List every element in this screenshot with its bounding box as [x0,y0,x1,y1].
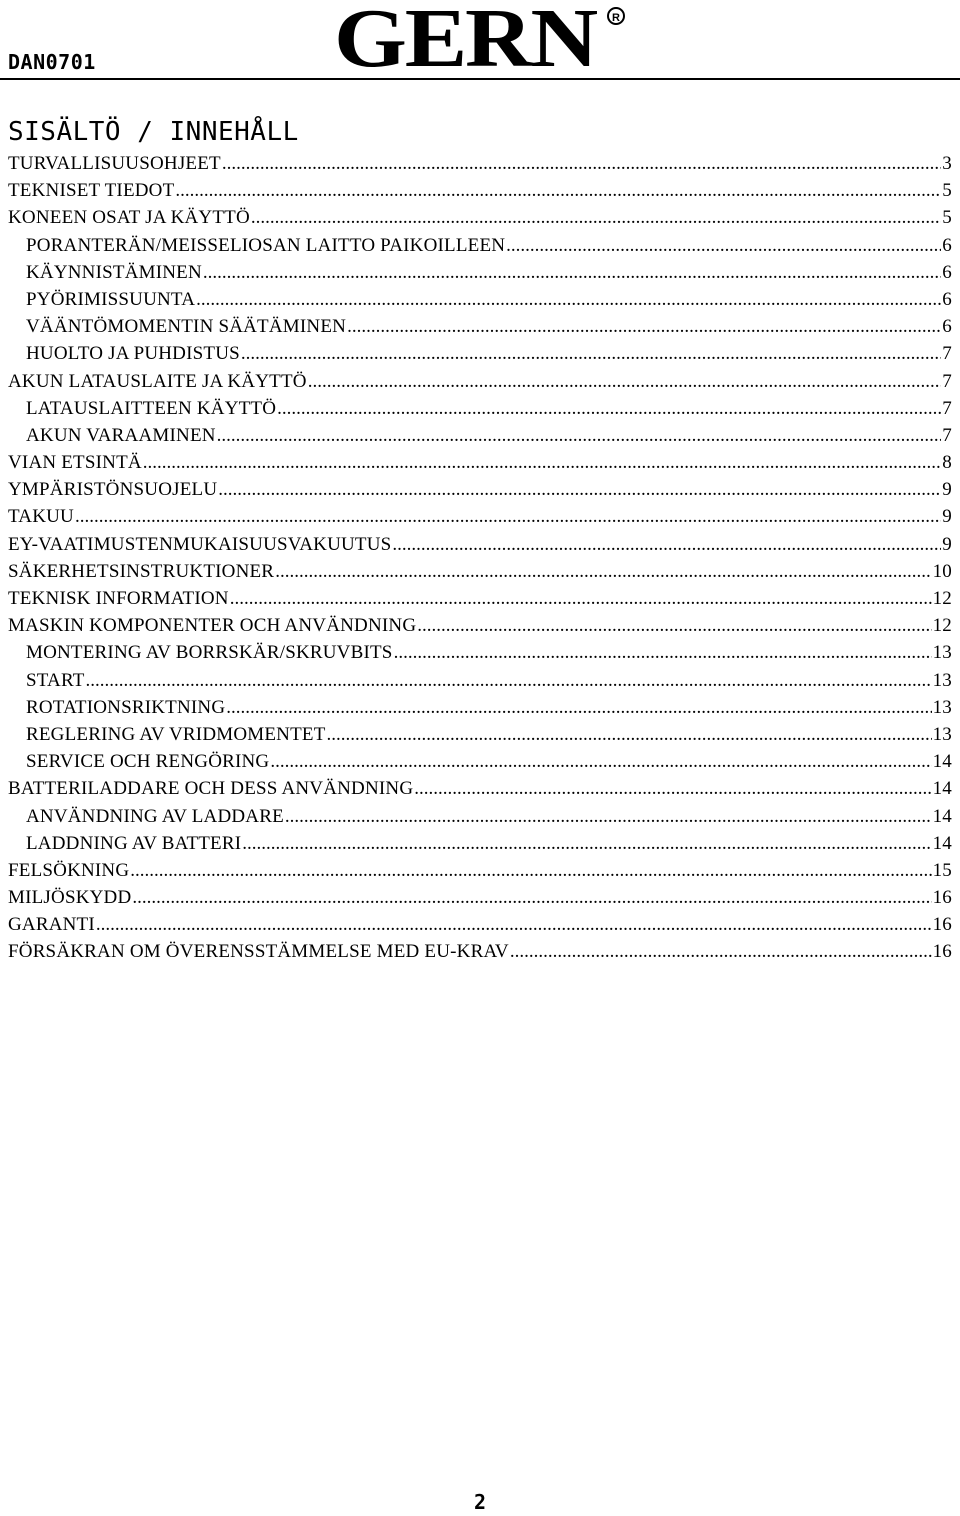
toc-dot-leader [347,316,941,338]
toc-dot-leader [143,452,942,474]
toc-entry-page: 12 [932,588,952,609]
toc-dot-leader [75,506,941,528]
toc-entry-page: 9 [942,479,952,501]
toc-dot-leader [226,697,931,719]
toc-entry-title: SÄKERHETSINSTRUKTIONER [8,560,275,582]
toc-entry[interactable] [8,479,952,506]
model-code: DAN0701 [8,50,96,74]
toc-entry-title: MONTERING AV BORRSKÄR/SKRUVBITS [26,642,393,664]
toc-entry-title: MILJÖSKYDD [8,887,132,909]
toc-entry-title: ROTATIONSRIKTNING [26,696,226,718]
brand-logo [330,0,630,74]
toc-dot-leader [506,235,941,257]
toc-entry-page: 12 [932,615,952,637]
toc-entry-page: 13 [932,669,952,691]
toc-entry-title: SERVICE OCH RENGÖRING [26,751,270,773]
header-rule [0,78,960,80]
toc-dot-leader [417,615,931,637]
toc-dot-leader [86,670,932,692]
toc-entry[interactable] [8,642,952,669]
toc-dot-leader [196,289,941,311]
toc-entry[interactable] [8,751,952,778]
toc-entry-title: HUOLTO JA PUHDISTUS [26,343,240,365]
toc-entry[interactable] [8,887,952,914]
toc-entry-page: 14 [932,751,952,773]
toc-entry-title: TAKUU [8,506,74,528]
toc-dot-leader [510,941,932,963]
toc-dot-leader [132,887,931,909]
toc-entry-title: TURVALLISUUSOHJEET [8,153,221,174]
toc-entry[interactable] [8,697,952,724]
toc-dot-leader [130,860,931,882]
toc-entry-page: 9 [942,506,952,528]
toc-entry[interactable] [8,153,952,180]
toc-entry-title: AKUN VARAAMINEN [26,424,216,446]
toc-entry-title: BATTERILADDARE OCH DESS ANVÄNDNING [8,778,414,800]
toc-dot-leader [394,642,932,664]
toc-dot-leader [308,371,942,393]
toc-entry[interactable] [8,506,952,533]
toc-entry-title: VIAN ETSINTÄ [8,452,142,474]
toc-entry-title: REGLERING AV VRIDMOMENTET [26,723,326,745]
toc-entry-title: KONEEN OSAT JA KÄYTTÖ [8,207,250,229]
svg-text:GERN: GERN [334,0,598,74]
toc-entry-page: 6 [942,288,952,310]
toc-entry[interactable] [8,806,952,833]
toc-dot-leader [392,534,941,556]
toc-entry-title: START [26,669,85,691]
toc-entry-title: PYÖRIMISSUUNTA [26,288,196,310]
toc-dot-leader [241,343,941,365]
toc-entry-title: ANVÄNDNING AV LADDARE [26,805,284,827]
toc-entry[interactable] [8,180,952,207]
toc-dot-leader [218,479,941,501]
svg-text:R: R [612,12,620,24]
toc-entry-title: YMPÄRISTÖNSUOJELU [8,479,218,501]
toc-entry[interactable] [8,914,952,941]
toc-entry-title: PORANTERÄN/MEISSELIOSAN LAITTO PAIKOILLEEN [26,234,506,256]
page-number: 2 [473,1490,487,1514]
toc-entry-title: EY-VAATIMUSTENMUKAISUUSVAKUUTUS [8,533,392,555]
toc-entry[interactable] [8,860,952,887]
toc-entry-page: 14 [932,778,952,800]
toc-entry-page: 5 [942,180,952,202]
toc-entry-page: 7 [942,370,952,392]
toc-entry-page: 15 [932,859,952,881]
toc-dot-leader [275,561,931,583]
toc-entry-title: KÄYNNISTÄMINEN [26,261,202,283]
toc-entry-page: 9 [942,533,952,555]
toc-dot-leader [270,751,931,773]
toc-entry-page: 14 [932,805,952,827]
toc-entry-page: 13 [932,642,952,664]
toc-entry-page: 6 [942,234,952,256]
toc-entry[interactable] [8,207,952,234]
toc-dot-leader [285,806,932,828]
toc-dot-leader [251,207,941,229]
toc-entry-page: 6 [942,316,952,338]
toc-entry-title: VÄÄNTÖMOMENTIN SÄÄTÄMINEN [26,316,347,338]
toc-entry[interactable] [8,778,952,805]
toc-entry[interactable] [8,235,952,262]
toc-entry[interactable] [8,615,952,642]
toc-dot-leader [203,262,941,284]
table-of-contents [8,153,952,969]
toc-dot-leader [242,833,931,855]
toc-entry[interactable] [8,561,952,588]
toc-dot-leader [327,724,932,746]
toc-entry[interactable] [8,941,952,968]
toc-title: SISÄLTÖ / INNEHÅLL [8,117,299,147]
toc-entry-page: 13 [932,696,952,718]
toc-entry[interactable] [8,343,952,370]
toc-entry[interactable] [8,316,952,343]
toc-entry-page: 6 [942,261,952,283]
toc-entry-title: LADDNING AV BATTERI [26,832,242,854]
toc-entry-page: 5 [942,207,952,229]
toc-entry[interactable] [8,289,952,316]
toc-dot-leader [414,778,931,800]
toc-entry-page: 7 [942,397,952,419]
toc-entry[interactable] [8,262,952,289]
toc-dot-leader [222,153,941,175]
toc-entry-page: 14 [932,832,952,854]
toc-entry-title: FÖRSÄKRAN OM ÖVERENSSTÄMMELSE MED EU-KRAV [8,941,509,963]
toc-entry-page: 8 [942,452,952,474]
toc-entry[interactable] [8,398,952,425]
toc-entry-title: TEKNISK INFORMATION [8,588,229,609]
toc-entry-page: 13 [932,723,952,745]
toc-entry-page: 16 [932,887,952,909]
toc-entry[interactable] [8,670,952,697]
toc-entry-page: 3 [942,153,952,174]
toc-entry[interactable] [8,534,952,561]
toc-entry-title: GARANTI [8,914,95,936]
toc-entry[interactable] [8,833,952,860]
toc-dot-leader [277,398,941,420]
toc-entry-title: TEKNISET TIEDOT [8,180,175,202]
toc-entry[interactable] [8,724,952,751]
toc-entry-page: 16 [932,941,952,963]
toc-dot-leader [217,425,942,447]
toc-dot-leader [175,180,941,202]
toc-entry-page: 7 [942,343,952,365]
toc-entry-page: 10 [932,560,952,582]
toc-dot-leader [96,914,932,936]
toc-entry-title: AKUN LATAUSLAITE JA KÄYTTÖ [8,370,307,392]
toc-entry-title: LATAUSLAITTEEN KÄYTTÖ [26,397,277,419]
toc-entry-title: MASKIN KOMPONENTER OCH ANVÄNDNING [8,615,417,637]
toc-entry-title: FELSÖKNING [8,859,130,881]
toc-dot-leader [230,588,932,610]
toc-entry[interactable] [8,588,952,615]
toc-entry-page: 16 [932,914,952,936]
toc-entry-page: 7 [942,424,952,446]
toc-entry[interactable] [8,452,952,479]
toc-entry[interactable] [8,371,952,398]
toc-entry[interactable] [8,425,952,452]
